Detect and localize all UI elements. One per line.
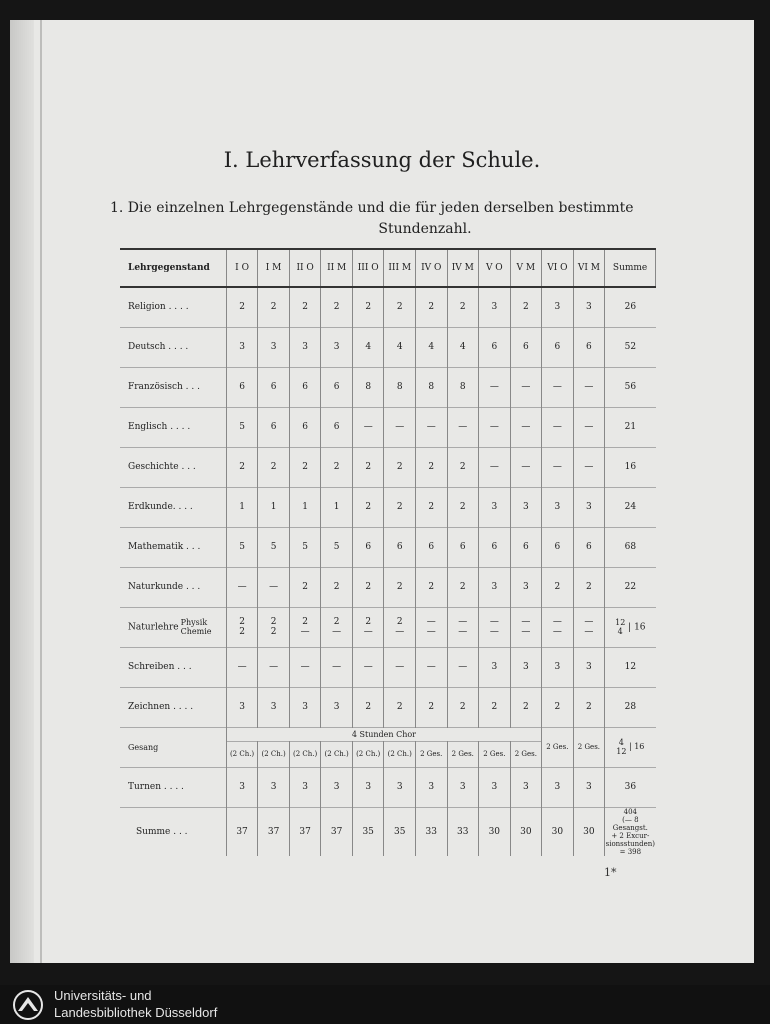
chemie-hours: — [395,627,405,637]
table-row [120,567,656,607]
page-number: 1* [604,866,617,879]
subject-cell: Französisch . . . [120,367,226,407]
hours-cell: (2 Ch.) [289,741,321,767]
hours-cell: 8 [352,367,384,407]
physik-hours: 2 [365,617,372,627]
hours-cell: 1 [289,487,321,527]
hours-cell [479,607,511,647]
hours-cell: — [542,447,574,487]
chor-label: 4 Stunden Chor [226,727,541,741]
hours-cell: 2 [415,287,447,327]
hours-cell: 2 [352,447,384,487]
hours-cell: 30 [510,807,542,856]
chemie-hours: — [332,627,342,637]
subject-cell: Erdkunde. . . . [120,487,226,527]
sum-cell: 52 [605,327,656,367]
table-body [120,287,656,856]
hours-cell: 8 [384,367,416,407]
hours-cell: 37 [226,807,258,856]
hours-cell: 3 [447,767,479,807]
chemie-hours: 2 [239,627,245,637]
table-row [120,767,656,807]
hours-cell: — [226,567,258,607]
hours-cell: 2 [384,447,416,487]
sum-note-line: sionsstunden) [605,839,656,848]
hours-cell: 3 [510,647,542,687]
hours-cell: 6 [510,327,542,367]
hours-pair [458,617,467,637]
hours-cell: 1 [226,487,258,527]
hours-cell: 3 [573,767,605,807]
hours-cell: 5 [289,527,321,567]
hours-cell: 2 [226,447,258,487]
hours-cell: 33 [415,807,447,856]
sum-total: 16 [634,742,645,751]
physik-hours: — [426,617,436,627]
hours-cell: 2 [415,487,447,527]
hours-cell: — [321,647,353,687]
subtitle-line-1: 1. Die einzelnen Lehrgegenstände und die für jeden derselben bestimmte [110,200,634,216]
hours-cell: 4 [447,327,479,367]
hours-cell: 2 [415,567,447,607]
hours-cell: 5 [321,527,353,567]
hours-cell: 2 [289,567,321,607]
hours-cell [226,607,258,647]
hours-pair [553,617,562,637]
hours-cell: — [384,407,416,447]
physik-hours: — [489,617,499,627]
sum-cell: 68 [605,527,656,567]
hours-cell: 2 [542,567,574,607]
hours-cell: — [542,407,574,447]
chemie-hours: — [363,627,373,637]
table-row [120,327,656,367]
physik-hours: — [458,617,468,627]
hours-cell: 2 [321,447,353,487]
table-row [120,687,656,727]
subtitle-line-2: Stundenzahl. [378,221,472,237]
hours-cell: 3 [321,767,353,807]
class-column-header: I M [258,249,290,287]
hours-cell: 6 [510,527,542,567]
hours-cell: 6 [447,527,479,567]
table-header-row [120,249,656,287]
chemie-hours: — [489,627,499,637]
sum-total: 16 [634,622,646,633]
hours-cell: 2 [289,287,321,327]
hours-cell: 3 [352,767,384,807]
subject-cell: Deutsch . . . . [120,327,226,367]
hours-pair [364,617,373,637]
physik-hours: 2 [302,617,308,627]
hours-pair [271,617,277,637]
hours-cell: 3 [415,767,447,807]
hours-cell: — [352,647,384,687]
hours-cell: 2 Ges. [415,741,447,767]
table-row-chor [120,727,656,741]
class-column-header: IV O [415,249,447,287]
sum-cell: 21 [605,407,656,447]
hours-cell: 6 [321,367,353,407]
hours-cell: 2 [510,687,542,727]
hours-cell: 3 [321,327,353,367]
hours-pair [427,617,436,637]
sum-cell: 4 12 | 16 [605,727,656,767]
hours-cell: 3 [226,767,258,807]
hours-cell: — [447,647,479,687]
hours-cell: — [573,407,605,447]
hours-cell: 3 [510,767,542,807]
hours-cell: — [258,567,290,607]
hours-cell: 6 [352,527,384,567]
hours-cell: 2 [573,567,605,607]
sum-cell: 12 4 | 16 [605,607,656,647]
hours-cell: 2 [447,447,479,487]
hours-cell [289,607,321,647]
sum-cell: 28 [605,687,656,727]
hours-cell: 6 [573,327,605,367]
hours-cell: 2 [479,687,511,727]
library-name-line-1: Universitäts- und [54,988,152,1003]
hours-cell: (2 Ch.) [321,741,353,767]
sum-cell: 16 [605,447,656,487]
hours-cell: 37 [289,807,321,856]
hours-cell [352,607,384,647]
chemie-hours: — [458,627,468,637]
hours-cell: 2 [542,687,574,727]
hours-cell: — [573,447,605,487]
hours-cell: — [573,367,605,407]
hours-cell [415,607,447,647]
hours-cell: 3 [542,647,574,687]
class-column-header: I O [226,249,258,287]
hours-cell: 6 [258,407,290,447]
hours-cell: 6 [258,367,290,407]
hours-cell: 3 [226,327,258,367]
physik-hours: 2 [396,617,403,627]
class-column-header: VI M [573,249,605,287]
hours-cell [384,607,416,647]
chemie-hours: — [521,627,531,637]
subject-cell: Englisch . . . . [120,407,226,447]
naturlehre-subjects [181,618,212,636]
hours-pair [239,617,245,637]
hours-pair [332,617,341,637]
hours-cell: 2 Ges. [573,727,605,767]
hours-cell: 3 [258,767,290,807]
hours-cell: 2 [352,487,384,527]
hours-pair [395,617,404,637]
hours-cell: 2 [415,447,447,487]
hours-cell: 2 [384,287,416,327]
hours-cell: 3 [258,687,290,727]
table-row [120,407,656,447]
hours-cell [258,607,290,647]
hours-pair [584,617,593,637]
hours-cell [573,607,605,647]
subject-column-header: Lehrgegenstand [120,249,226,287]
hours-cell: 2 Ges. [542,727,574,767]
table-row-naturlehre [120,607,656,647]
hours-cell: 2 [384,687,416,727]
sum-cell: 56 [605,367,656,407]
hours-cell: 1 [258,487,290,527]
hours-cell: 2 [258,287,290,327]
sum-note-line: (— 8 Gesangst. [612,815,648,832]
hours-cell: 30 [479,807,511,856]
hours-cell: 3 [321,687,353,727]
chemie-hours: 2 [270,627,277,637]
hours-cell: 3 [573,487,605,527]
hours-cell: 3 [479,767,511,807]
chemie-hours: — [584,627,594,637]
hours-cell: 2 [352,287,384,327]
hours-cell: 6 [384,527,416,567]
hours-pair [490,617,499,637]
chemie-hours: — [552,627,562,637]
lesson-table [120,248,656,856]
subject-cell: Mathematik . . . [120,527,226,567]
hours-cell: — [289,647,321,687]
hours-cell: 3 [510,567,542,607]
table-row-summe [120,807,656,856]
sum-cell: 24 [605,487,656,527]
sum-top: 4 [618,738,624,747]
hours-cell: 3 [573,287,605,327]
hours-cell: 2 [447,287,479,327]
hours-cell: 6 [415,527,447,567]
subject-cell [120,607,226,647]
hours-cell: 35 [352,807,384,856]
hours-cell: 2 Ges. [479,741,511,767]
class-column-header: II O [289,249,321,287]
class-column-header: V O [479,249,511,287]
hours-cell: — [510,367,542,407]
hours-cell: (2 Ch.) [352,741,384,767]
sum-physik: 12 [615,618,626,627]
sum-cell: 36 [605,767,656,807]
hours-cell: 5 [226,407,258,447]
hours-cell: 35 [384,807,416,856]
hours-cell: 1 [321,487,353,527]
sum-cell: 22 [605,567,656,607]
sum-column-header: Summe [605,249,656,287]
hours-cell: 2 Ges. [510,741,542,767]
hours-cell: — [510,447,542,487]
hours-cell: — [447,407,479,447]
chemie-hours: — [426,627,436,637]
hours-cell: 2 [384,567,416,607]
hours-cell: 8 [415,367,447,407]
hours-cell: 4 [384,327,416,367]
hours-cell: 2 [321,287,353,327]
hours-cell: 2 [573,687,605,727]
hours-cell: 4 [415,327,447,367]
hours-cell: 3 [479,287,511,327]
hours-pair [521,617,530,637]
hours-cell: 30 [573,807,605,856]
hours-pair [301,617,310,637]
class-column-header: II M [321,249,353,287]
document-page [10,20,754,963]
hours-cell: 6 [226,367,258,407]
hours-cell: 2 [447,487,479,527]
physik-hours: 2 [333,617,340,627]
hours-cell: 5 [226,527,258,567]
hours-cell: 3 [479,567,511,607]
hours-cell: 2 [289,447,321,487]
hours-cell: — [384,647,416,687]
hours-cell: 3 [542,287,574,327]
hours-cell: 2 [321,567,353,607]
hours-cell: 3 [542,767,574,807]
table-row [120,447,656,487]
table-row [120,647,656,687]
hours-cell: (2 Ch.) [384,741,416,767]
hours-cell: 2 [415,687,447,727]
hours-cell: 3 [479,647,511,687]
hours-cell: 6 [542,327,574,367]
hours-cell: 2 [384,487,416,527]
chemie-hours: — [300,627,310,637]
hours-cell: (2 Ch.) [258,741,290,767]
table-row [120,527,656,567]
hours-cell: — [258,647,290,687]
hours-cell: 2 Ges. [447,741,479,767]
hours-cell: — [479,407,511,447]
class-column-header: IV M [447,249,479,287]
library-logo-icon [12,989,44,1021]
hours-cell: 6 [289,367,321,407]
hours-cell: 6 [479,327,511,367]
hours-cell: 6 [479,527,511,567]
hours-cell: 8 [447,367,479,407]
chemie-label: Chemie [180,627,212,636]
physik-hours: — [521,617,531,627]
hours-cell: 3 [479,487,511,527]
hours-cell: — [415,407,447,447]
hours-cell: 2 [447,687,479,727]
subject-cell: Schreiben . . . [120,647,226,687]
hours-cell [542,607,574,647]
hours-cell: 4 [352,327,384,367]
sum-note-line: = 398 [619,847,642,856]
hours-cell: 3 [289,687,321,727]
hours-cell: 2 [258,447,290,487]
page-title: I. Lehrverfassung der Schule. [223,148,541,172]
hours-cell [447,607,479,647]
sum-cell: 12 [605,647,656,687]
subject-cell: Religion . . . . [120,287,226,327]
hours-cell: — [510,407,542,447]
hours-cell: 37 [321,807,353,856]
subject-cell: Turnen . . . . [120,767,226,807]
hours-cell: 6 [542,527,574,567]
hours-cell: 2 [352,687,384,727]
class-column-header: III M [384,249,416,287]
subject-cell: Summe . . . [120,807,226,856]
hours-cell: 2 [226,287,258,327]
hours-cell: — [479,447,511,487]
hours-cell: 2 [447,567,479,607]
hours-cell: 33 [447,807,479,856]
sum-chemie: 4 [617,627,623,636]
sum-fraction [615,618,625,636]
class-column-header: VI O [542,249,574,287]
hours-cell: 3 [226,687,258,727]
hours-cell: 6 [321,407,353,447]
subject-cell: Geschichte . . . [120,447,226,487]
sum-cell: 26 [605,287,656,327]
hours-cell: — [415,647,447,687]
physik-label: Physik [180,618,208,627]
library-name-line-2: Landesbibliothek Düsseldorf [54,1005,218,1020]
physik-hours: — [584,617,594,627]
sum-note-line: + 2 Excur- [611,831,650,840]
hours-cell: 3 [573,647,605,687]
hours-cell: — [226,647,258,687]
sum-cell [605,807,656,856]
hours-cell: 6 [289,407,321,447]
subject-cell: Zeichnen . . . . [120,687,226,727]
physik-hours: 2 [270,617,277,627]
subject-cell: Naturkunde . . . [120,567,226,607]
sum-fraction [616,738,626,756]
page-subtitle [110,198,670,240]
table-row [120,367,656,407]
hours-cell: 3 [289,767,321,807]
physik-hours: — [552,617,562,627]
hours-cell: 37 [258,807,290,856]
hours-cell: — [479,367,511,407]
hours-cell: 3 [542,487,574,527]
hours-cell: 2 [510,287,542,327]
sum-bottom: 12 [616,747,627,756]
library-footer [0,985,770,1024]
hours-cell [510,607,542,647]
hours-cell: (2 Ch.) [226,741,258,767]
hours-cell: 3 [289,327,321,367]
hours-cell: 30 [542,807,574,856]
hours-cell: 2 [352,567,384,607]
table-row [120,287,656,327]
hours-cell [321,607,353,647]
class-column-header: V M [510,249,542,287]
hours-cell: 3 [384,767,416,807]
table-row [120,487,656,527]
class-column-header: III O [352,249,384,287]
lesson-table-wrapper [120,248,656,856]
sum-note-line: 404 [623,807,638,816]
hours-cell: — [352,407,384,447]
subject-cell: Gesang [120,727,226,767]
hours-cell: 6 [573,527,605,567]
physik-hours: 2 [239,617,245,627]
hours-cell: 3 [510,487,542,527]
hours-cell: 5 [258,527,290,567]
subject-label: Naturlehre [128,622,179,633]
hours-cell: 3 [258,327,290,367]
hours-cell: — [542,367,574,407]
